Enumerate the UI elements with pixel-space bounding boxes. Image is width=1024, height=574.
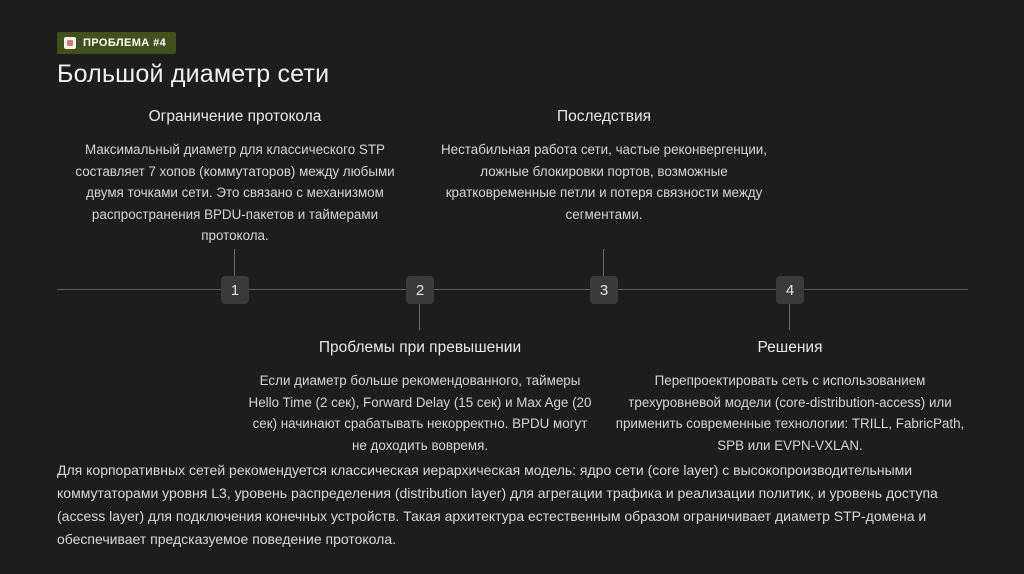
connector-line <box>234 249 235 276</box>
timeline-marker-1: 1 <box>221 276 249 304</box>
section-heading: Решения <box>757 339 823 356</box>
section-body: Перепроектировать сеть с использованием трехуровневой модели (core-distribution-access) или применить современные технологии: TRILL, FabricPath, SPB или EVPN-VXLAN. <box>615 373 965 453</box>
problem-badge <box>57 32 176 54</box>
section-heading: Последствия <box>556 108 651 125</box>
section-body: Если диаметр больше рекомендованного, таймеры Hello Time (2 сек), Forward Delay (15 сек) и Max Age (20 сек) начинают срабатывать некорректно. BPDU могут не доходить вовремя. <box>248 373 592 453</box>
section-heading: Проблемы при превышении <box>318 339 522 356</box>
problem-badge-label: ПРОБЛЕМА #4 <box>83 37 167 49</box>
timeline-section-2 <box>245 339 595 456</box>
timeline-marker-4: 4 <box>776 276 804 304</box>
section-heading: Ограничение протокола <box>148 108 322 125</box>
timeline-marker-2: 2 <box>406 276 434 304</box>
connector-line <box>419 304 420 330</box>
timeline-section-3 <box>439 108 769 225</box>
connector-line <box>789 304 790 330</box>
slide-title: Большой диаметр сети <box>57 60 330 88</box>
connector-line <box>603 249 604 276</box>
picture-icon <box>64 37 76 49</box>
timeline-line <box>57 289 968 290</box>
timeline-section-1 <box>70 108 400 247</box>
timeline-marker-3: 3 <box>590 276 618 304</box>
timeline-section-4 <box>615 339 965 456</box>
section-body: Нестабильная работа сети, частые реконвергенции, ложные блокировки портов, возможные кратковременные петли и потеря связности между сегментами. <box>440 142 768 222</box>
summary-paragraph: Для корпоративных сетей рекомендуется классическая иерархическая модель: ядро сети (core layer) с высокопроизводительными коммутаторами уровня L3, уровень распределения (distribution layer) для агрегации трафика и реализации политик, и уровень доступа (access layer) для подключения конечных устройств. Такая архитектура естественным образом ограничивает диаметр STP-домена и обеспечивает предсказуемое поведение протокола. <box>57 462 938 547</box>
section-body: Максимальный диаметр для классического STP составляет 7 хопов (коммутаторов) между любыми двумя точками сети. Это связано с механизмом распространения BPDU-пакетов и таймерами протокола. <box>75 142 395 243</box>
